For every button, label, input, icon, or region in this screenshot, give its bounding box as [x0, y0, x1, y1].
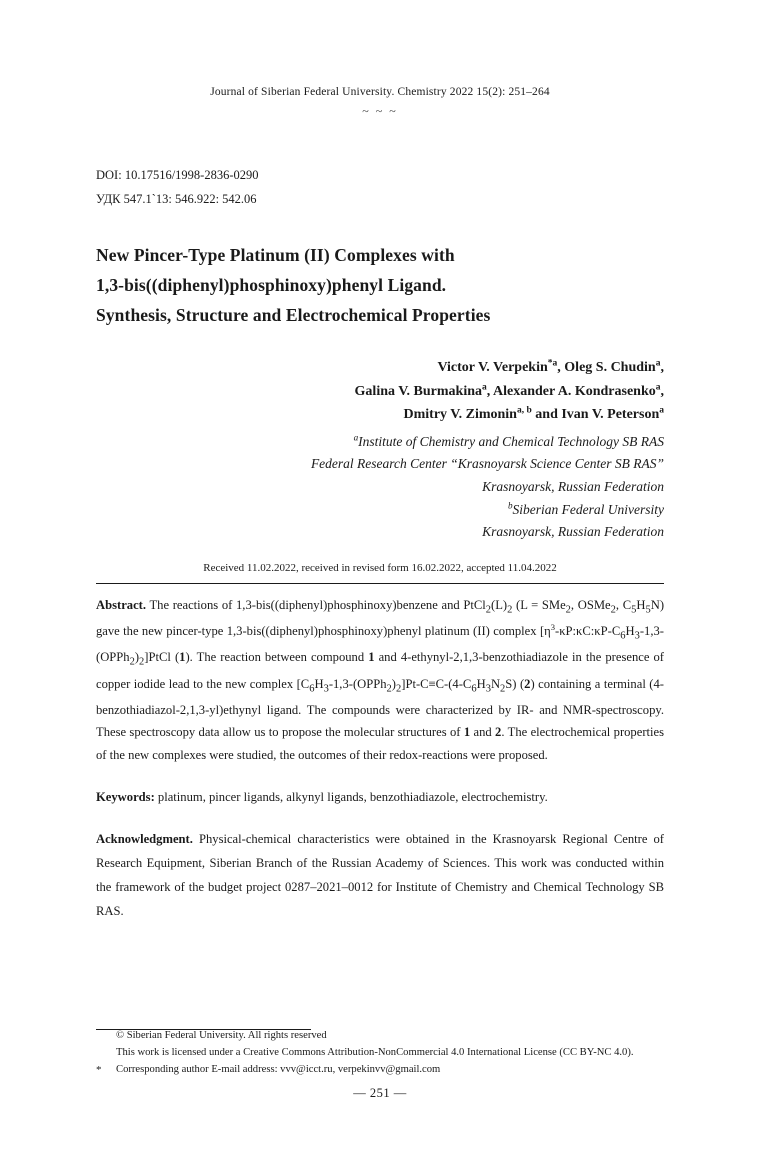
abstract-divider [96, 583, 664, 584]
corresponding-author-text: Corresponding author E-mail address: vvv@icct.ru, verpekinvv@gmail.com [116, 1064, 441, 1076]
keywords [96, 786, 664, 808]
author-line-2: Galina V. Burmakina$^a$, Alexander A. Kondrasenko$^a$, [354, 381, 664, 399]
footnote-star: * [96, 1064, 102, 1077]
license-line: This work is licensed under a Creative Commons Attribution-NonCommercial 4.0 International License (CC BY-NC 4.0). [116, 1047, 634, 1059]
keywords-label: Keywords: [96, 789, 155, 804]
abstract [96, 594, 664, 766]
keywords-text: platinum, pincer ligands, alkynyl ligands, benzothiadiazole, electrochemistry. [157, 789, 548, 804]
affiliation-2: Federal Research Center “Krasnoyarsk Science Center SB RAS” [310, 456, 664, 472]
author-line-1: Victor V. Verpekin$^{*a}$, Oleg S. Chudin$^a$, [437, 358, 664, 376]
doi: DOI: 10.17516/1998-2836-0290 [96, 168, 259, 182]
title-line-3: Synthesis, Structure and Electrochemical Properties [96, 304, 491, 325]
affiliation-3: Krasnoyarsk, Russian Federation [482, 478, 664, 494]
title-line-2: 1,3-bis((diphenyl)phosphinoxy)phenyl Ligand. [96, 274, 447, 295]
page [0, 86, 760, 1166]
affiliation-4: $^b$Siberian Federal University [507, 500, 664, 517]
author-list [96, 356, 664, 427]
copyright-line: © Siberian Federal University. All rights reserved [116, 1030, 327, 1041]
affiliations [96, 431, 664, 544]
abstract-label: Abstract. [96, 597, 147, 612]
acknowledgment-label: Acknowledgment. [96, 832, 193, 847]
running-head: Journal of Siberian Federal University. Chemistry 2022 15(2): 251–264 [210, 86, 550, 98]
title-line-1: New Pincer-Type Platinum (II) Complexes with [96, 244, 455, 265]
author-line-3: Dmitry V. Zimonin$^{a, b}$ and Ivan V. Peterson$^a$ [403, 405, 664, 423]
acknowledgment-text: Physical-chemical characteristics were obtained in the Krasnoyarsk Regional Centre of Research Equipment, Siberian Branch of the Russian Academy of Sciences. This work was conducted within the framework of the budget project 0287–2021–0012 for Institute of Chemistry and Chemical Technology SB RAS. [96, 832, 664, 919]
abstract-text: The reactions of 1,3-bis((diphenyl)phosphinoxy)benzene and $PtCl_2(L)_2$ (L = SMe$_2$, OSMe$_2$, $C_5H_5N$) gave the new pincer-type 1,3-bis((diphenyl)phosphinoxy)phenyl platinum (II) complex $[\eta^3-\kappa P:\kappa C:\kappa P-C_6H_3-1,3-(OPPh_2)_2]PtCl$ (1). The reaction between compound 1 and 4-ethynyl-2,1,3-benzothiadiazole in the presence of copper iodide lead to the new complex $[C_6H_3-1,3-(OPPh_2)_2]Pt-C\equiv C-(4-C_6H_3N_2S)$ (2) containing a terminal (4-benzothiadiazol-2,1,3-yl)ethynyl ligand. The compounds were characterized by IR- and NMR-spectroscopy. These spectroscopy data allow us to propose the molecular structures of 1 and 2. The electrochemical properties of the new complexes were studied, the outcomes of their redox-reactions were proposed. [96, 597, 665, 762]
page-footer [96, 1027, 676, 1078]
affiliation-1: $^a$Institute of Chemistry and Chemical Technology SB RAS [353, 432, 664, 449]
affiliation-5: Krasnoyarsk, Russian Federation [482, 524, 664, 540]
ornament-divider: ~ ~ ~ [362, 104, 398, 118]
acknowledgment [96, 828, 664, 924]
identifiers [96, 163, 664, 212]
corresponding-author-line [96, 1061, 676, 1078]
page-number: — 251 — [353, 1086, 407, 1100]
page-title [96, 240, 664, 330]
udk: УДК 547.1`13: 546.922: 542.06 [96, 192, 257, 207]
received-dates: Received 11.02.2022, received in revised form 16.02.2022, accepted 11.04.2022 [203, 561, 557, 574]
